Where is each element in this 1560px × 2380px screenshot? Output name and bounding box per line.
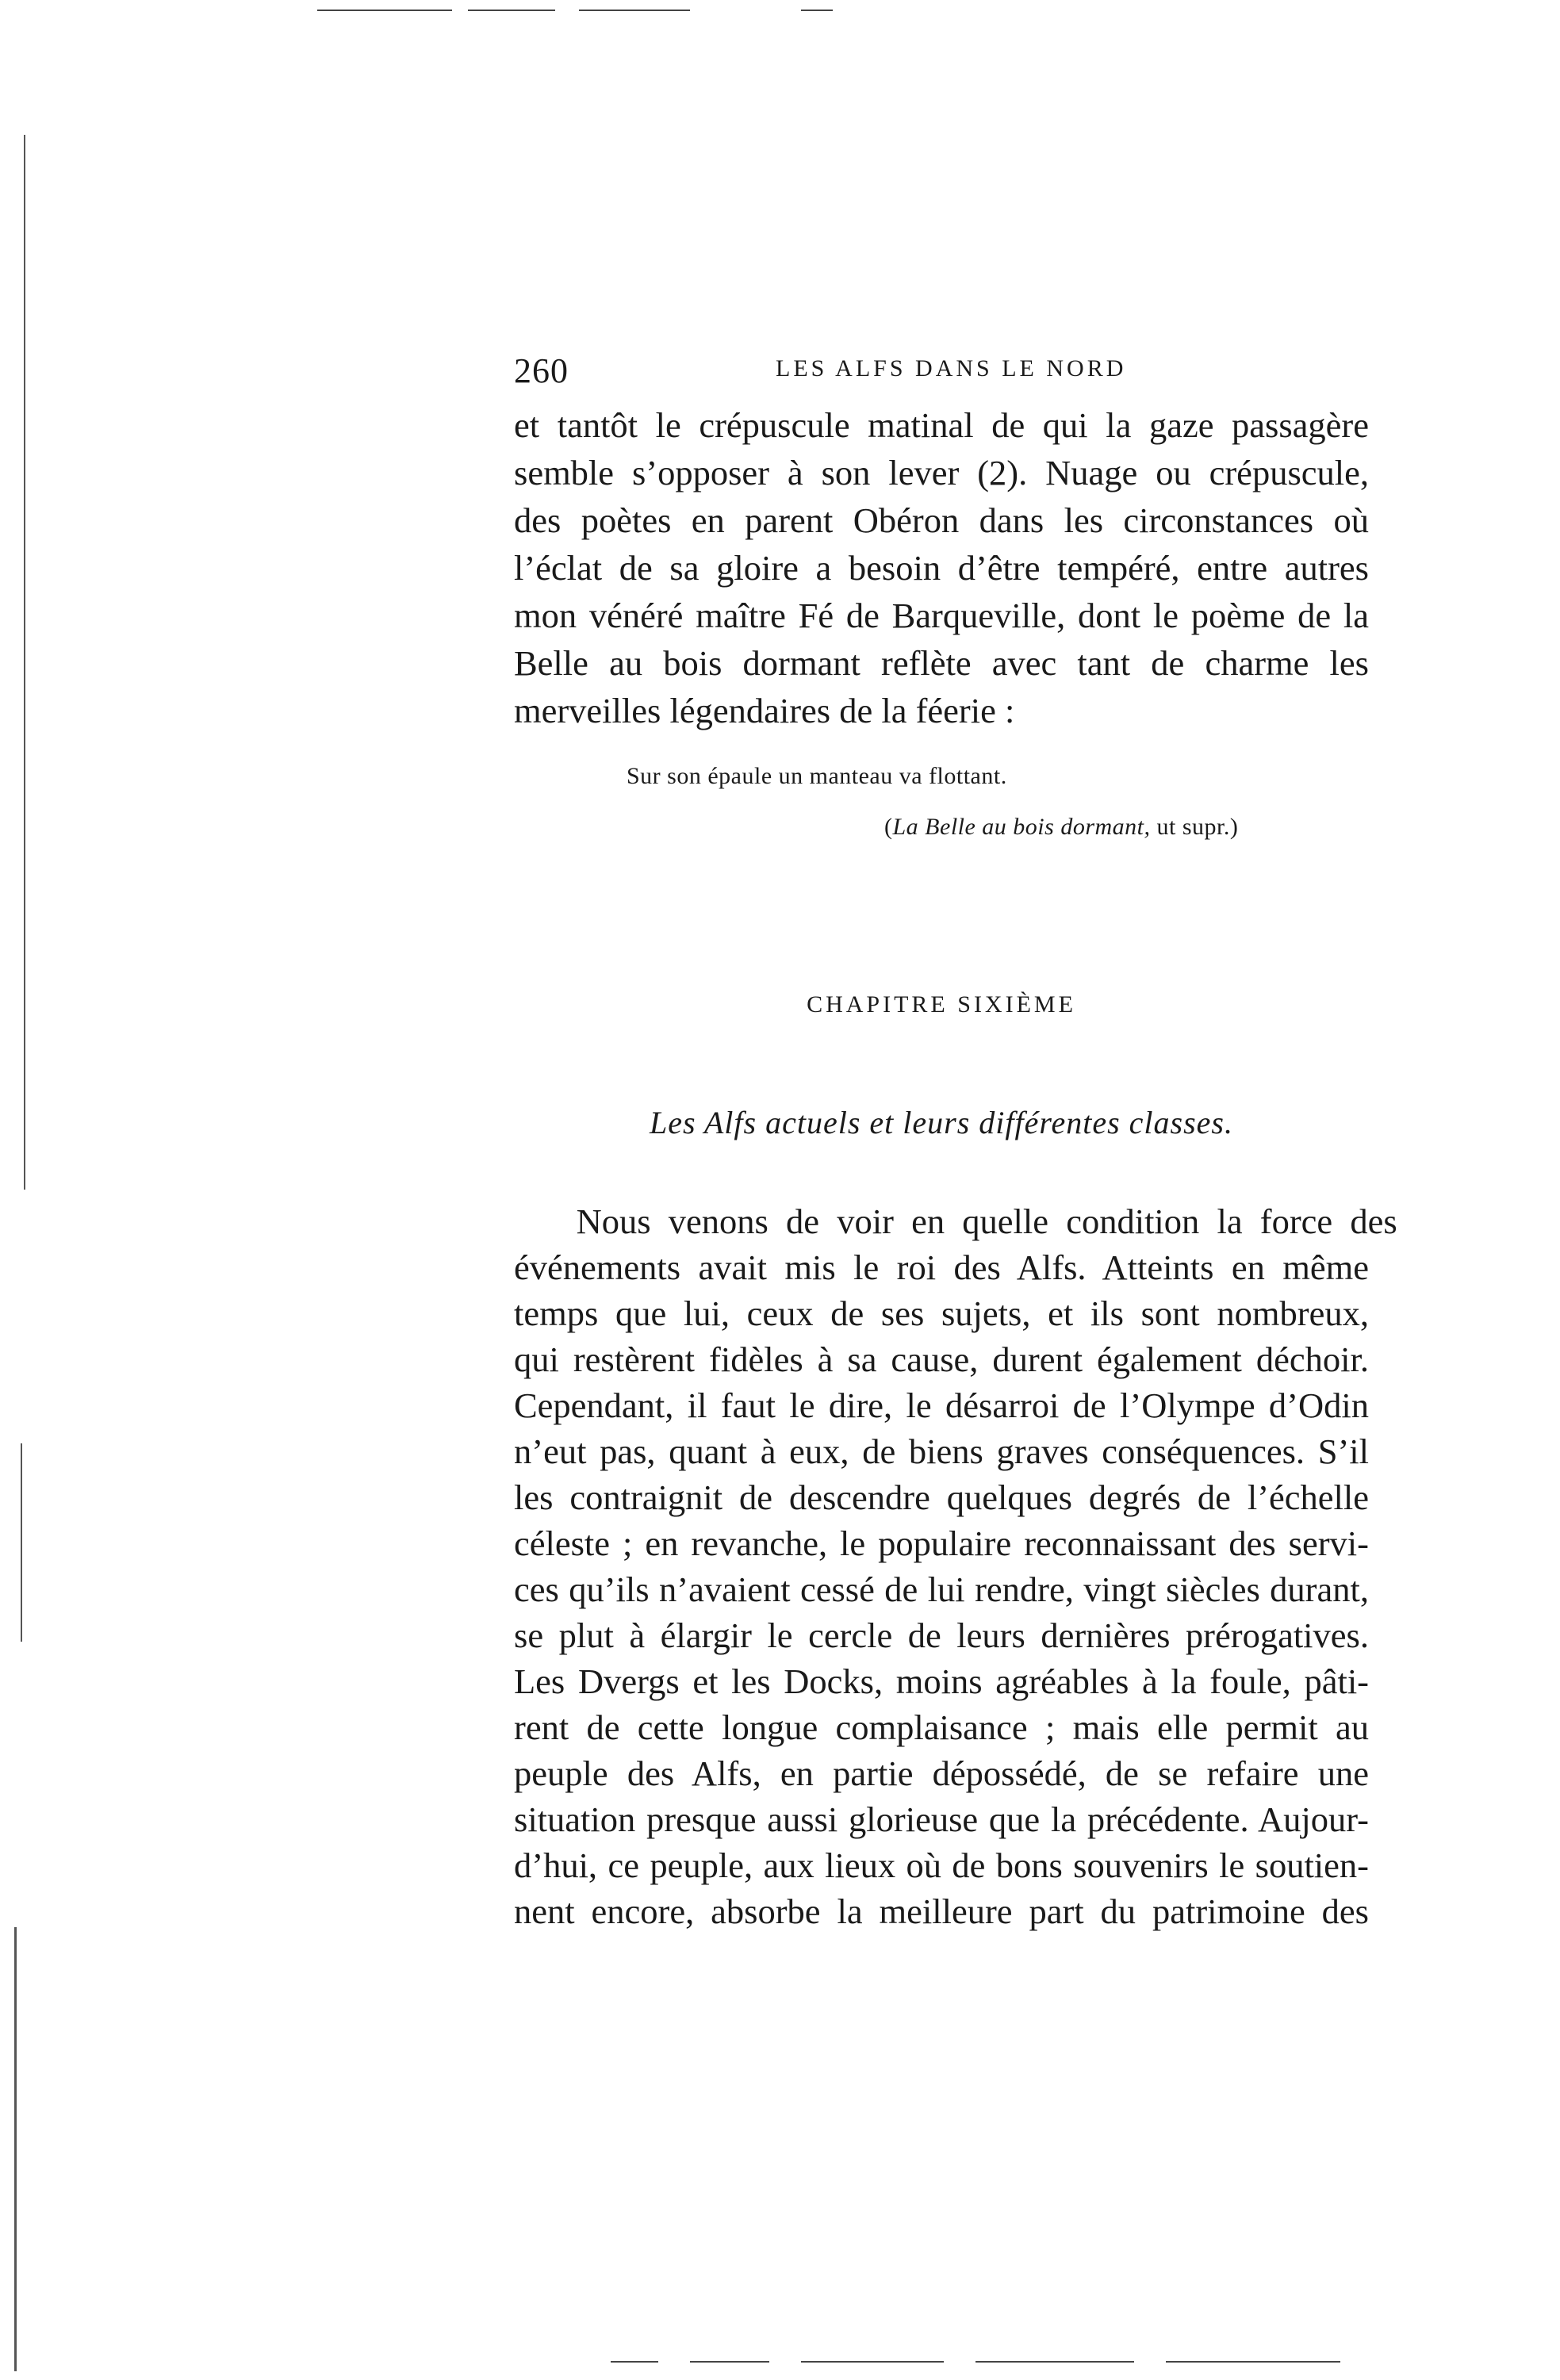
- text-line: Belle au bois dormant reflète avec tant de charme les: [514, 643, 1369, 683]
- text-line: semble s’opposer à son lever (2). Nuage ou crépuscule,: [514, 453, 1369, 492]
- scan-artifact-margin: [14, 1927, 17, 2371]
- text-line: qui restèrent fidèles à sa cause, durent également déchoir.: [514, 1339, 1369, 1379]
- running-title: LES ALFS DANS LE NORD: [776, 355, 1127, 381]
- text-line: peuple des Alfs, en partie dépossédé, de se refaire une: [514, 1753, 1369, 1793]
- scan-artifact-rule: [975, 2361, 1134, 2363]
- text-line: événements avait mis le roi des Alfs. Atteints en même: [514, 1247, 1369, 1287]
- scan-artifact-rule: [690, 2361, 769, 2363]
- scan-artifact-margin: [21, 1443, 22, 1642]
- text-line: des poètes en parent Obéron dans les circonstances où: [514, 500, 1369, 540]
- text-line: se plut à élargir le cercle de leurs dernières prérogatives.: [514, 1615, 1369, 1655]
- citation-open: (: [884, 814, 893, 840]
- text-line: Cependant, il faut le dire, le désarroi de l’Olympe d’Odin: [514, 1385, 1369, 1425]
- text-line: Nous venons de voir en quelle condition la force des: [576, 1201, 1397, 1241]
- citation-rest: ut supr.): [1150, 814, 1239, 840]
- scan-artifact-margin: [24, 135, 25, 1190]
- scan-artifact-rule: [611, 2361, 658, 2363]
- citation-title: La Belle au bois dormant,: [892, 814, 1151, 840]
- text-line: les contraignit de descendre quelques degrés de l’échelle: [514, 1477, 1369, 1517]
- citation: [884, 814, 1238, 841]
- text-line: situation presque aussi glorieuse que la précédente. Aujour-: [514, 1799, 1369, 1839]
- verse-quotation: Sur son épaule un manteau va flottant.: [627, 763, 1007, 789]
- text-line: céleste ; en revanche, le populaire reconnaissant des servi-: [514, 1523, 1369, 1563]
- scan-artifact-rule: [801, 10, 833, 11]
- text-line: merveilles légendaires de la féerie :: [514, 691, 1015, 730]
- chapter-subtitle: Les Alfs actuels et leurs différentes classes.: [650, 1105, 1233, 1140]
- scan-artifact-rule: [579, 10, 690, 11]
- text-line: d’hui, ce peuple, aux lieux où de bons souvenirs le soutien-: [514, 1845, 1369, 1885]
- page-number: 260: [514, 351, 569, 390]
- running-head: [514, 351, 1378, 390]
- text-line: et tantôt le crépuscule matinal de qui la gaze passagère: [514, 405, 1369, 445]
- text-line: nent encore, absorbe la meilleure part du patrimoine des: [514, 1891, 1369, 1931]
- scan-artifact-rule: [317, 10, 452, 11]
- chapter-heading: CHAPITRE SIXIÈME: [807, 991, 1076, 1018]
- text-line: mon vénéré maître Fé de Barqueville, dont le poème de la: [514, 596, 1369, 635]
- text-line: l’éclat de sa gloire a besoin d’être tempéré, entre autres: [514, 548, 1369, 588]
- scan-artifact-rule: [801, 2361, 944, 2363]
- scan-artifact-rule: [468, 10, 555, 11]
- scan-artifact-rule: [1166, 2361, 1340, 2363]
- text-line: temps que lui, ceux de ses sujets, et ils sont nombreux,: [514, 1293, 1369, 1333]
- text-line: n’eut pas, quant à eux, de biens graves conséquences. S’il: [514, 1431, 1369, 1471]
- text-line: Les Dvergs et les Docks, moins agréables à la foule, pâti-: [514, 1661, 1369, 1701]
- text-line: ces qu’ils n’avaient cessé de lui rendre, vingt siècles durant,: [514, 1569, 1369, 1609]
- text-line: rent de cette longue complaisance ; mais elle permit au: [514, 1707, 1369, 1747]
